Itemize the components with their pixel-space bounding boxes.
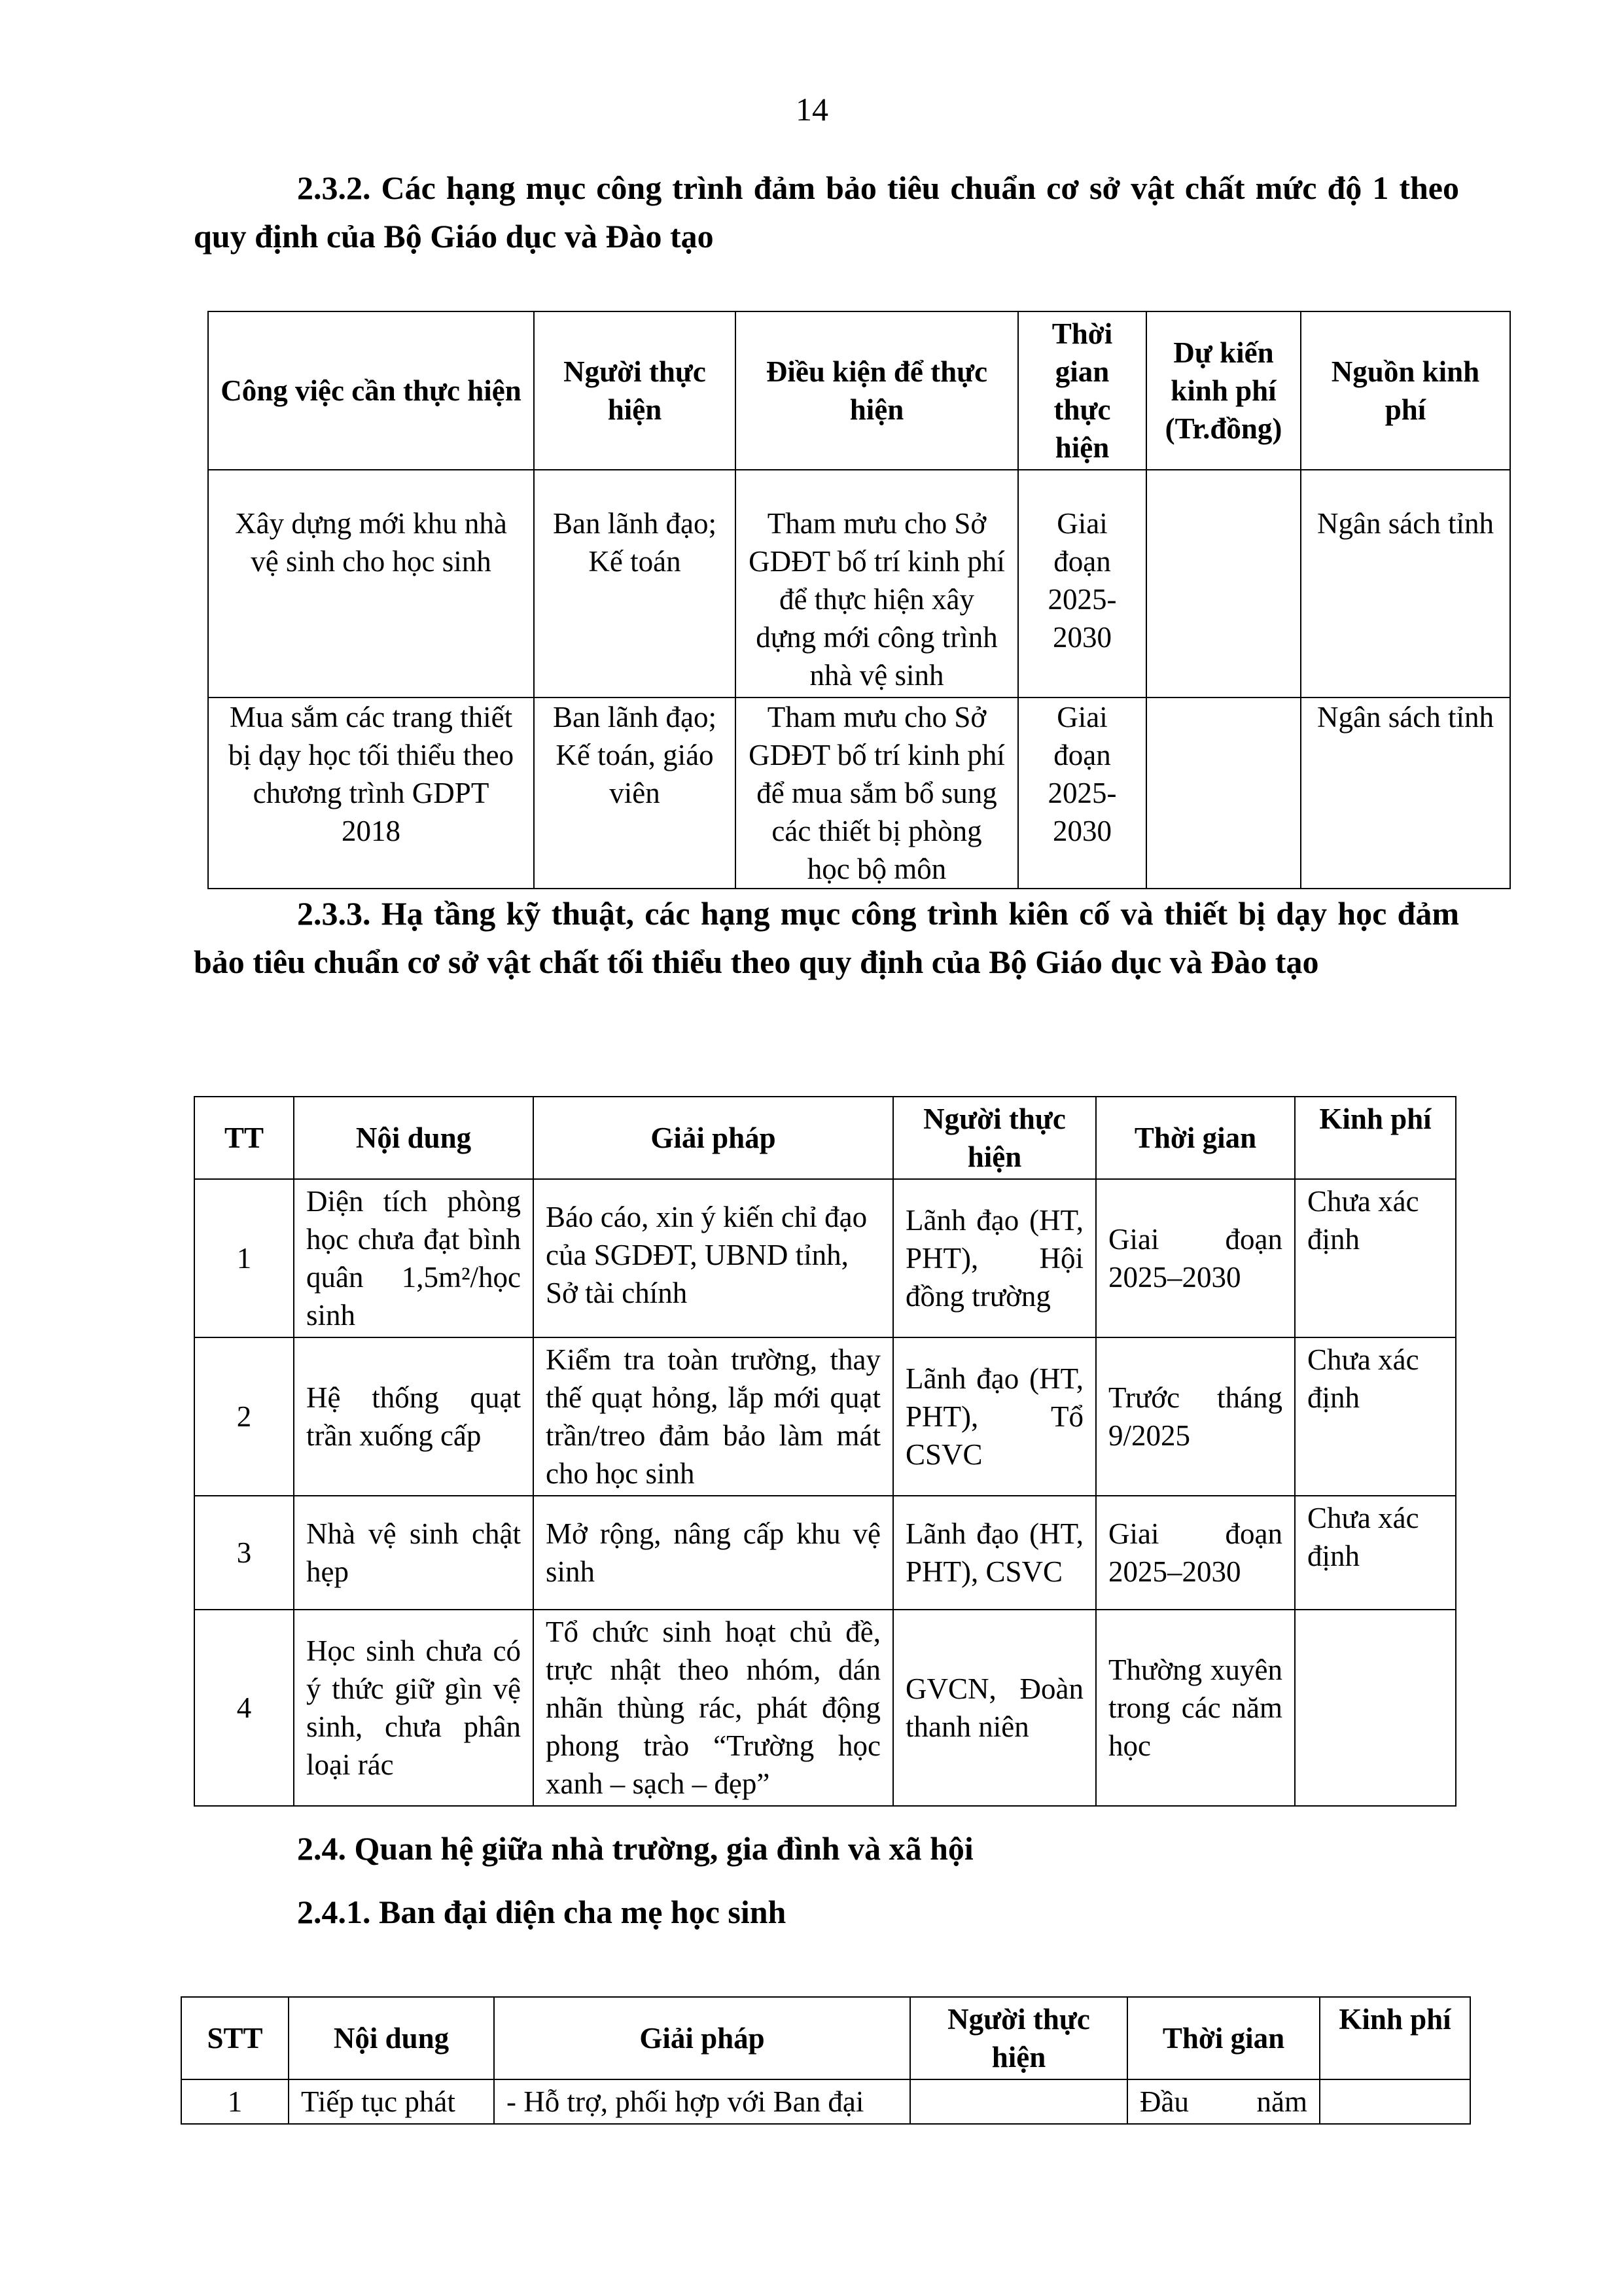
table-cell: Tham mưu cho Sở GDĐT bố trí kinh phí để thực hiện xây dựng mới công trình nhà vệ sinh	[735, 470, 1018, 698]
table-cell: Giai đoạn 2025-2030	[1018, 470, 1146, 698]
table-cell: Ngân sách tỉnh	[1301, 470, 1510, 698]
table-header-row	[181, 1997, 1470, 2079]
table-row	[208, 698, 1510, 889]
header-cell: Nội dung	[289, 1997, 494, 2079]
header-cell: Thời gian	[1096, 1097, 1295, 1179]
table-cell: Nhà vệ sinh chật hẹp	[294, 1496, 533, 1610]
table-cell: Xây dựng mới khu nhà vệ sinh cho học sinh	[208, 470, 534, 698]
table-cell	[1295, 1610, 1456, 1806]
table-cell: Mở rộng, nâng cấp khu vệ sinh	[533, 1496, 893, 1610]
header-cell: Nguồn kinh phí	[1301, 311, 1510, 470]
header-cell: Người thực hiện	[893, 1097, 1096, 1179]
table-cell: Kiểm tra toàn trường, thay thế quạt hỏng, lắp mới quạt trần/treo đảm bảo làm mát cho học sinh	[533, 1337, 893, 1496]
table-cell: Giai đoạn 2025–2030	[1096, 1496, 1295, 1610]
table-cell: Chưa xác định	[1295, 1496, 1456, 1610]
table-row	[194, 1496, 1456, 1610]
table-header-row	[194, 1097, 1456, 1179]
header-cell: STT	[181, 1997, 289, 2079]
table-cell: 4	[194, 1610, 294, 1806]
header-cell: Kinh phí	[1320, 1997, 1470, 2079]
infrastructure-table	[194, 1096, 1456, 1807]
table-cell	[1146, 698, 1301, 889]
table-row	[208, 470, 1510, 698]
table-cell: 3	[194, 1496, 294, 1610]
heading-2-3-2: 2.3.2. Các hạng mục công trình đảm bảo tiêu chuẩn cơ sở vật chất mức độ 1 theo quy định của Bộ Giáo dục và Đào tạo	[194, 169, 1459, 255]
header-cell: Công việc cần thực hiện	[208, 311, 534, 470]
table-cell	[1146, 470, 1301, 698]
heading-2-3-3: 2.3.3. Hạ tầng kỹ thuật, các hạng mục công trình kiên cố và thiết bị dạy học đảm bảo tiêu chuẩn cơ sở vật chất tối thiểu theo quy định của Bộ Giáo dục và Đào tạo	[194, 895, 1459, 980]
heading-2-4: 2.4. Quan hệ giữa nhà trường, gia đình và xã hội	[297, 1830, 974, 1867]
table-cell: GVCN, Đoàn thanh niên	[893, 1610, 1096, 1806]
header-cell: Thời gian	[1127, 1997, 1320, 2079]
table-cell: Ban lãnh đạo; Kế toán, giáo viên	[534, 698, 735, 889]
table-row	[194, 1179, 1456, 1337]
table-cell: 2	[194, 1337, 294, 1496]
table-cell: Giai đoạn 2025–2030	[1096, 1179, 1295, 1337]
table-cell: Báo cáo, xin ý kiến chỉ đạo của SGDĐT, UBND tỉnh, Sở tài chính	[533, 1179, 893, 1337]
table-cell: Lãnh đạo (HT, PHT), CSVC	[893, 1496, 1096, 1610]
table-cell: Tiếp tục phát	[289, 2079, 494, 2124]
header-cell: Dự kiến kinh phí (Tr.đồng)	[1146, 311, 1301, 470]
facility-standards-table	[207, 311, 1511, 889]
header-cell: Điều kiện để thực hiện	[735, 311, 1018, 470]
table-cell: Ngân sách tỉnh	[1301, 698, 1510, 889]
table-cell: Lãnh đạo (HT, PHT), Hội đồng trường	[893, 1179, 1096, 1337]
table-cell: - Hỗ trợ, phối hợp với Ban đại	[494, 2079, 910, 2124]
header-cell: Giải pháp	[533, 1097, 893, 1179]
header-cell: Nội dung	[294, 1097, 533, 1179]
table-cell: Tổ chức sinh hoạt chủ đề, trực nhật theo nhóm, dán nhãn thùng rác, phát động phong trào “Trường học xanh – sạch – đẹp”	[533, 1610, 893, 1806]
table-cell: Ban lãnh đạo; Kế toán	[534, 470, 735, 698]
table-cell: Mua sắm các trang thiết bị dạy học tối thiểu theo chương trình GDPT 2018	[208, 698, 534, 889]
table-cell: Tham mưu cho Sở GDĐT bố trí kinh phí để mua sắm bổ sung các thiết bị phòng học bộ môn	[735, 698, 1018, 889]
header-cell: Người thực hiện	[534, 311, 735, 470]
header-cell: Giải pháp	[494, 1997, 910, 2079]
header-cell: Người thực hiện	[910, 1997, 1127, 2079]
table-cell: 1	[181, 2079, 289, 2124]
header-cell: Thời gian thực hiện	[1018, 311, 1146, 470]
table-cell: Lãnh đạo (HT, PHT), Tổ CSVC	[893, 1337, 1096, 1496]
table-cell: Giai đoạn 2025-2030	[1018, 698, 1146, 889]
table-row	[194, 1610, 1456, 1806]
table-cell: 1	[194, 1179, 294, 1337]
table-cell	[910, 2079, 1127, 2124]
table-cell: Chưa xác định	[1295, 1179, 1456, 1337]
table-cell: Thường xuyên trong các năm học	[1096, 1610, 1295, 1806]
table-cell: Chưa xác định	[1295, 1337, 1456, 1496]
table-row	[194, 1337, 1456, 1496]
table-cell: Trước tháng 9/2025	[1096, 1337, 1295, 1496]
table-header-row	[208, 311, 1510, 470]
header-cell: Kinh phí	[1295, 1097, 1456, 1179]
table-cell: Diện tích phòng học chưa đạt bình quân 1,5m²/học sinh	[294, 1179, 533, 1337]
table-cell: Hệ thống quạt trần xuống cấp	[294, 1337, 533, 1496]
table-cell	[1320, 2079, 1470, 2124]
header-cell: TT	[194, 1097, 294, 1179]
page-number: 14	[796, 91, 828, 128]
parent-council-table	[181, 1996, 1471, 2125]
table-row	[181, 2079, 1470, 2124]
table-cell: Học sinh chưa có ý thức giữ gìn vệ sinh, chưa phân loại rác	[294, 1610, 533, 1806]
heading-2-4-1: 2.4.1. Ban đại diện cha mẹ học sinh	[297, 1894, 786, 1930]
table-cell: Đầu năm	[1127, 2079, 1320, 2124]
